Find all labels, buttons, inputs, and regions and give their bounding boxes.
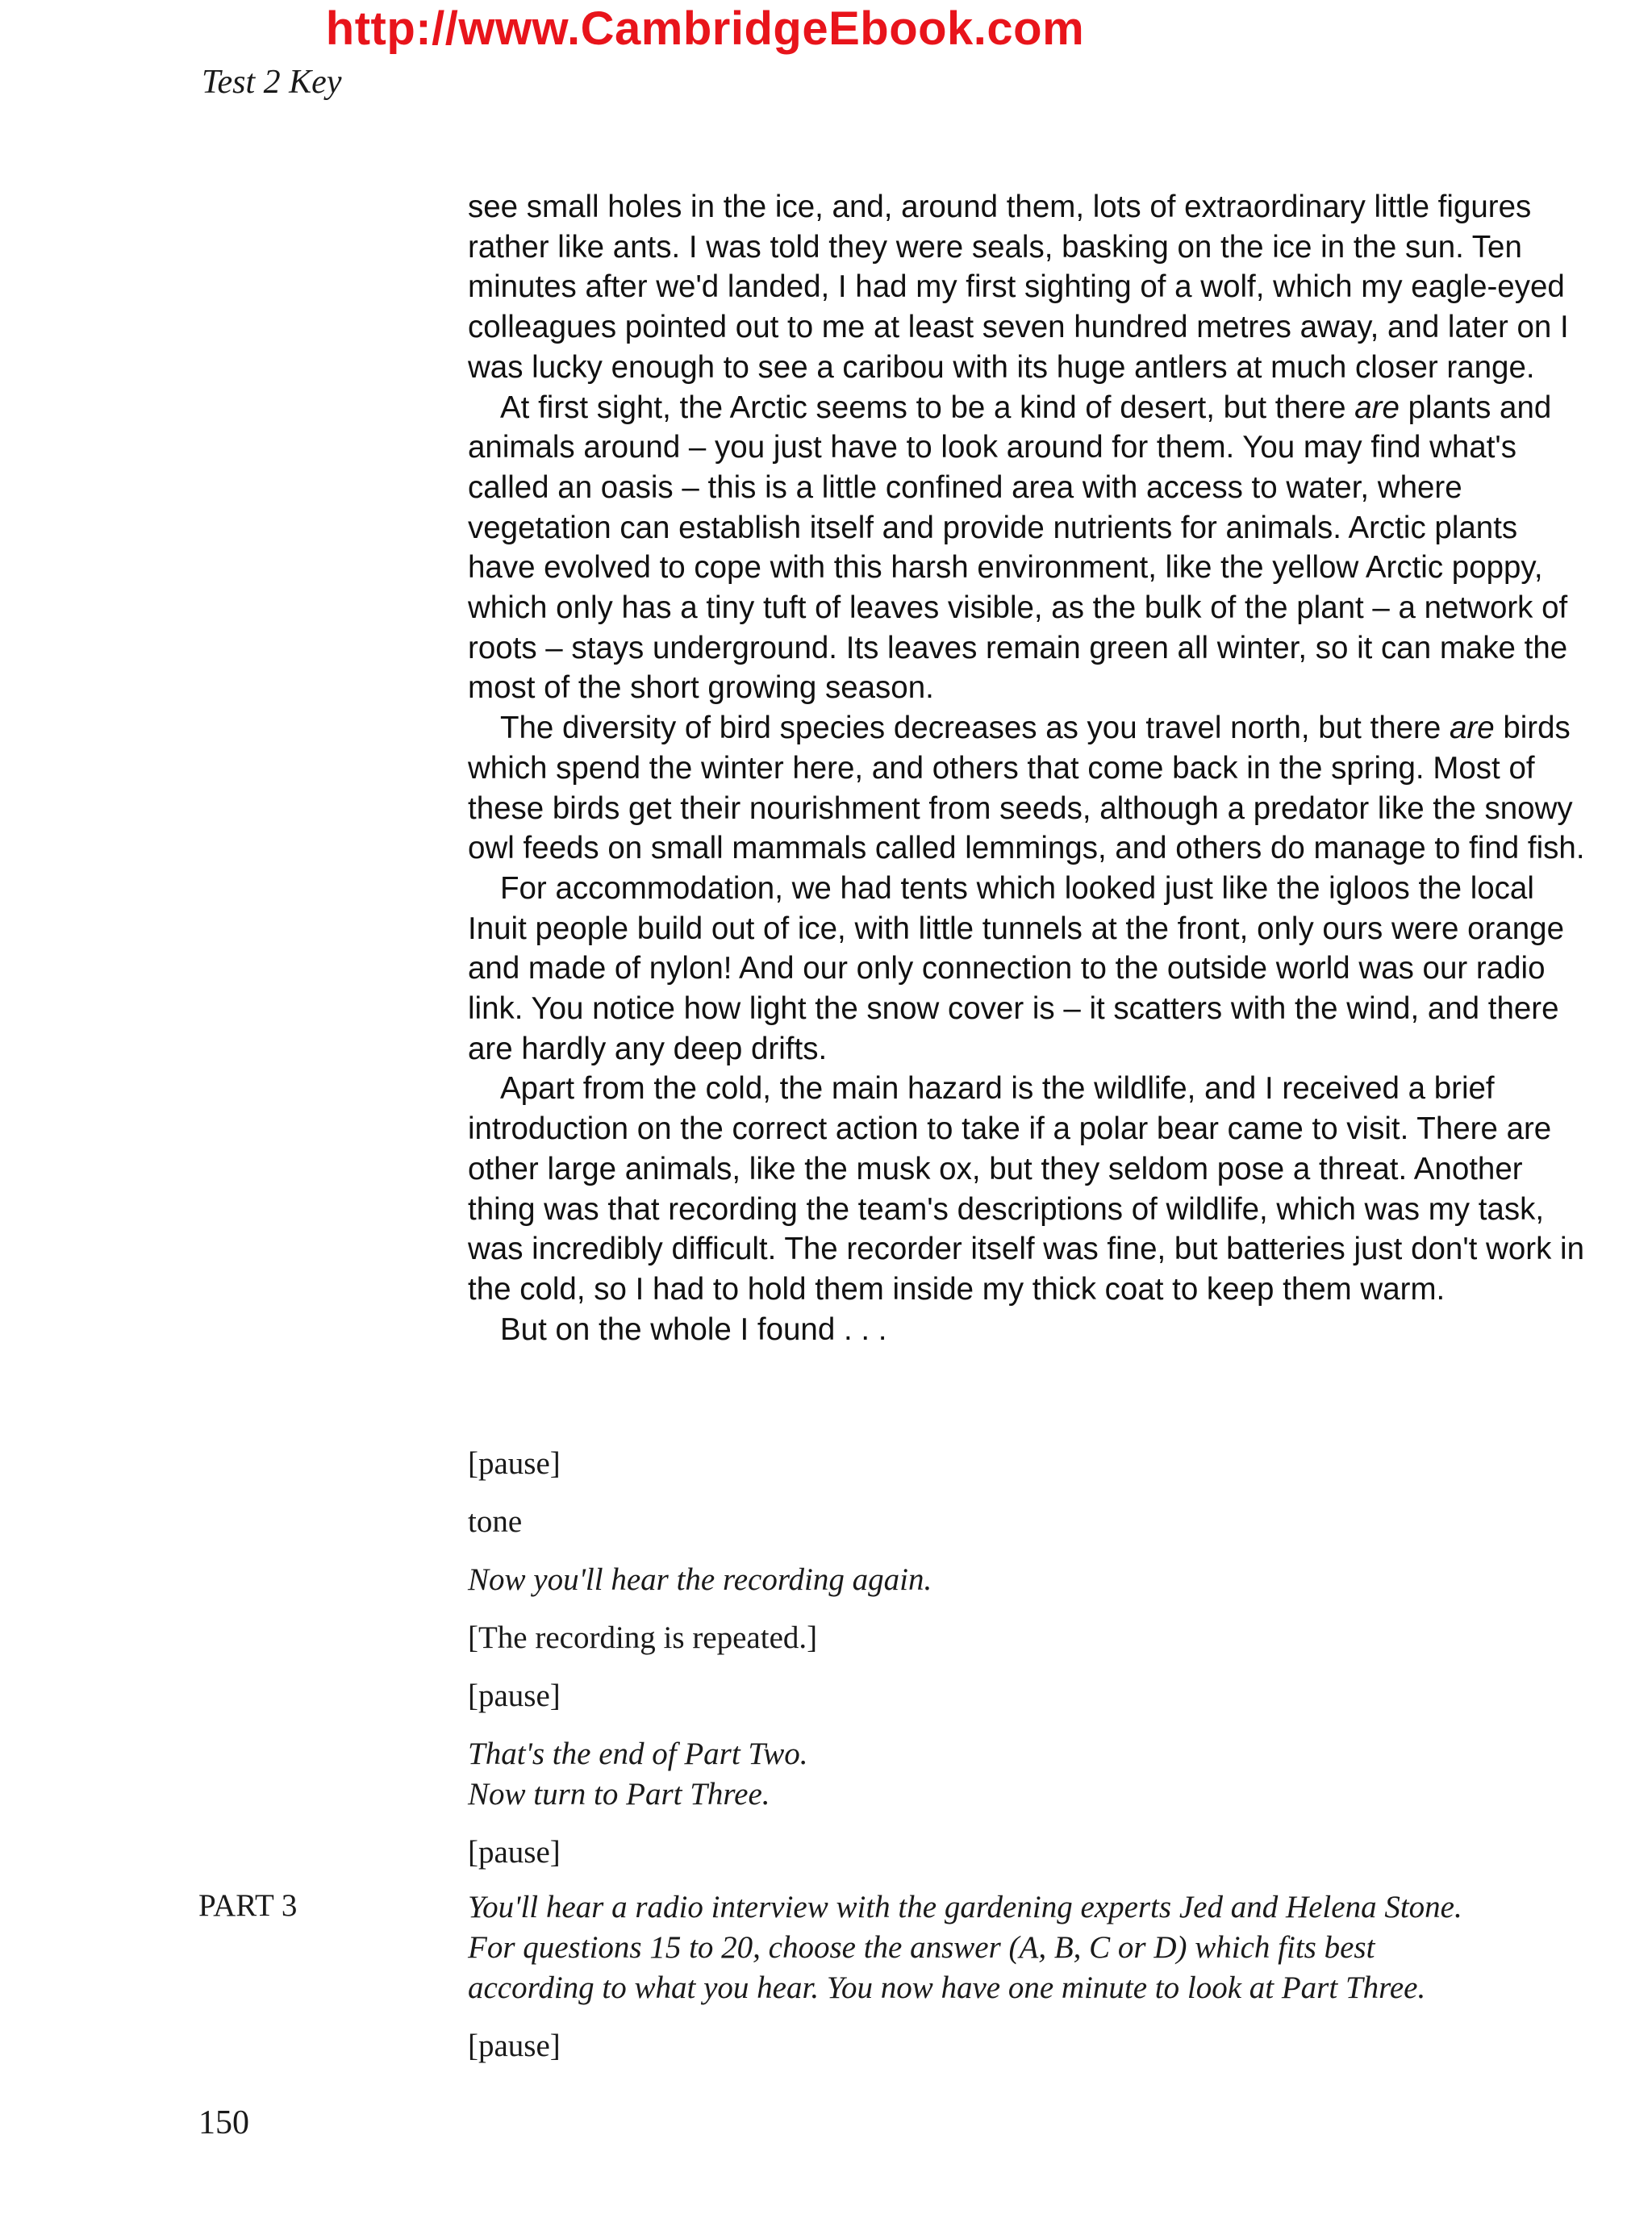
pause-direction: [pause]: [468, 1678, 561, 1713]
running-head: Test 2 Key: [202, 64, 342, 101]
transcript-paragraph: But on the whole I found . . .: [500, 1311, 887, 1347]
part-3-rubric-line-3: according to what you hear. You now have one minute to look at Part Three.: [468, 1970, 1426, 2005]
watermark-url: http://www.CambridgeEbook.com: [325, 2, 1085, 55]
text-run: plants and animals around – you just have to look around for them. You may find what's called an oasis – this is a little confined area with access to water, where vegetation can establish itself and provide nutrients for animals. Arctic plants have evolved to cope with this harsh environment, like the yellow Arctic poppy, which only has a tiny tuft of leaves visible, as the bulk of the plant – a network of roots – stays underground. Its leaves remain green all winter, so it can make the most of the short growing season.: [468, 390, 1568, 706]
pause-direction: [pause]: [468, 1446, 561, 1481]
pause-direction: [pause]: [468, 1835, 561, 1870]
text-run: birds which spend the winter here, and others that come back in the spring. Most of these birds get their nourishment from seeds, although a predator like the snowy owl feeds on small mammals called lemmings, and others do manage to find fish.: [468, 711, 1585, 866]
emphasis: are: [1354, 390, 1400, 425]
text-run: At first sight, the Arctic seems to be a kind of desert, but there: [500, 390, 1355, 425]
rubric-turn-part-three: Now turn to Part Three.: [468, 1777, 770, 1812]
transcript-body: [468, 187, 1589, 1349]
transcript-paragraph: see small holes in the ice, and, around them, lots of extraordinary little figures rather like ants. I was told they were seals, basking on the ice in the sun. Ten minutes after we'd landed, I had my first sighting of a wolf, which my eagle-eyed colleagues pointed out to me at least seven hundred metres away, and later on I was lucky enough to see a caribou with its huge antlers at much closer range.: [468, 190, 1569, 385]
tone-direction: tone: [468, 1504, 523, 1539]
text-run: The diversity of bird species decreases as you travel north, but there: [500, 711, 1450, 746]
rubric-end-part-two: That's the end of Part Two.: [468, 1737, 808, 1771]
repeat-direction: [The recording is repeated.]: [468, 1620, 818, 1655]
transcript-paragraph: For accommodation, we had tents which looked just like the igloos the local Inuit people build out of ice, with little tunnels at the front, only ours were orange and made of nylon! And our only connection to the outside world was our radio link. You notice how light the snow cover is – it scatters with the wind, and there are hardly any deep drifts.: [468, 870, 1565, 1066]
page-number: 150: [198, 2104, 249, 2141]
pause-direction: [pause]: [468, 2029, 561, 2063]
part-3-rubric-line-2: For questions 15 to 20, choose the answer (A, B, C or D) which fits best: [468, 1930, 1375, 1965]
rubric-hear-again: Now you'll hear the recording again.: [468, 1562, 932, 1597]
transcript-paragraph: [468, 388, 1589, 709]
part-3-label: PART 3: [198, 1888, 298, 1923]
emphasis: are: [1449, 711, 1495, 746]
transcript-paragraph: Apart from the cold, the main hazard is the wildlife, and I received a brief introduction on the correct action to take if a polar bear came to visit. There are other large animals, like the musk ox, but they seldom pose a threat. Another thing was that recording the team's descriptions of wildlife, which was my task, was incredibly difficult. The recorder itself was fine, but batteries just don't work in the cold, so I had to hold them inside my thick coat to keep them warm.: [468, 1071, 1585, 1307]
transcript-paragraph: [468, 708, 1589, 869]
part-3-rubric-line-1: You'll hear a radio interview with the gardening experts Jed and Helena Stone.: [468, 1890, 1462, 1924]
